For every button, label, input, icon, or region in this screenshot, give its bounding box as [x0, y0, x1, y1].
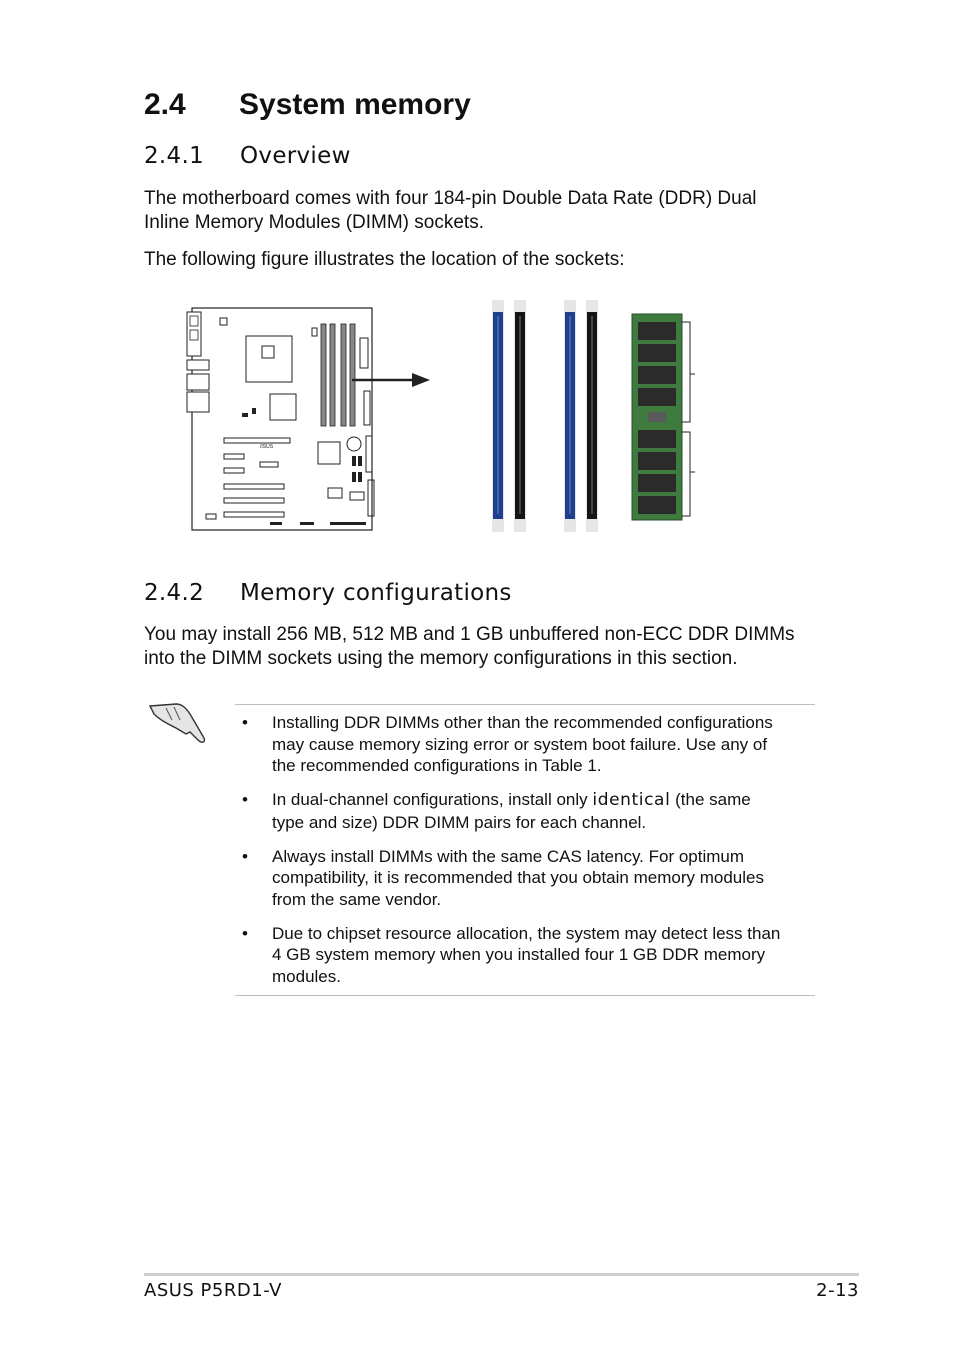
overview-heading: [144, 143, 351, 169]
note-2-pre: In dual-channel configurations, install only: [272, 790, 593, 809]
note-2-line-2: type and size) DDR DIMM pairs for each channel.: [272, 812, 647, 832]
dimm-socket-group: [492, 300, 598, 532]
module-brackets: [682, 322, 695, 516]
note-3-line-1: Always install DIMMs with the same CAS latency. For optimum: [272, 846, 745, 866]
note-1-line-2: may cause memory sizing error or system boot failure. Use any of: [272, 734, 768, 754]
note-3-line-2: compatibility, it is recommended that you obtain memory modules: [272, 868, 764, 887]
note-3-line-3: from the same vendor.: [272, 889, 442, 909]
overview-paragraph-line-1: The motherboard comes with four 184-pin Double Data Rate (DDR) Dual: [144, 188, 757, 209]
dimm-socket-location-figure: [180, 296, 720, 541]
footer-page-number: 2-13: [816, 1280, 859, 1301]
bullet-icon: •: [242, 713, 248, 732]
note-1-line-1: Installing DDR DIMMs other than the recommended configurations: [272, 713, 773, 732]
note-item: [240, 789, 815, 833]
note-4-line-1: Due to chipset resource allocation, the system may detect less than: [272, 923, 781, 943]
note-item: [240, 923, 815, 988]
memconfig-paragraph: [144, 623, 824, 671]
note-list: [240, 712, 815, 1000]
memconfig-title: Memory configurations: [240, 580, 512, 606]
note-4-line-3: modules.: [272, 966, 341, 986]
bullet-icon: •: [242, 923, 248, 943]
motherboard-layout: [187, 308, 374, 530]
bullet-icon: •: [242, 790, 248, 809]
overview-number: 2.4.1: [144, 143, 205, 169]
note-top-rule: [235, 704, 815, 705]
overview-title: Overview: [240, 143, 351, 169]
note-1-line-3: the recommended configurations in Table 1.: [272, 756, 602, 775]
section-number: 2.4: [144, 88, 186, 121]
memconfig-paragraph-line-2: into the DIMM sockets using the memory configurations in this section.: [144, 648, 738, 669]
figure-intro-paragraph: The following figure illustrates the location of the sockets:: [144, 249, 625, 270]
overview-paragraph-line-2: Inline Memory Modules (DIMM) sockets.: [144, 212, 484, 233]
section-heading: [144, 88, 471, 122]
board-logo: /ISUS: [260, 444, 274, 450]
note-2-post: (the same: [670, 790, 751, 809]
note-4-line-2: 4 GB system memory when you installed four 1 GB DDR memory: [272, 945, 766, 964]
note-2-emphasis: identical: [592, 790, 671, 810]
overview-paragraph: [144, 187, 824, 235]
note-item: [240, 846, 815, 911]
memconfig-number: 2.4.2: [144, 580, 205, 606]
footer-rule: [144, 1273, 859, 1276]
section-title: System memory: [239, 88, 471, 121]
hand-note-icon: [146, 698, 208, 746]
ddr-dimm-module: [632, 314, 682, 520]
bullet-icon: •: [242, 846, 248, 866]
note-item: [240, 712, 815, 777]
memconfig-paragraph-line-1: You may install 256 MB, 512 MB and 1 GB unbuffered non-ECC DDR DIMMs: [144, 624, 795, 645]
note-bottom-rule: [235, 995, 815, 996]
memconfig-heading: [144, 580, 512, 606]
footer-product-name: ASUS P5RD1-V: [144, 1280, 282, 1301]
